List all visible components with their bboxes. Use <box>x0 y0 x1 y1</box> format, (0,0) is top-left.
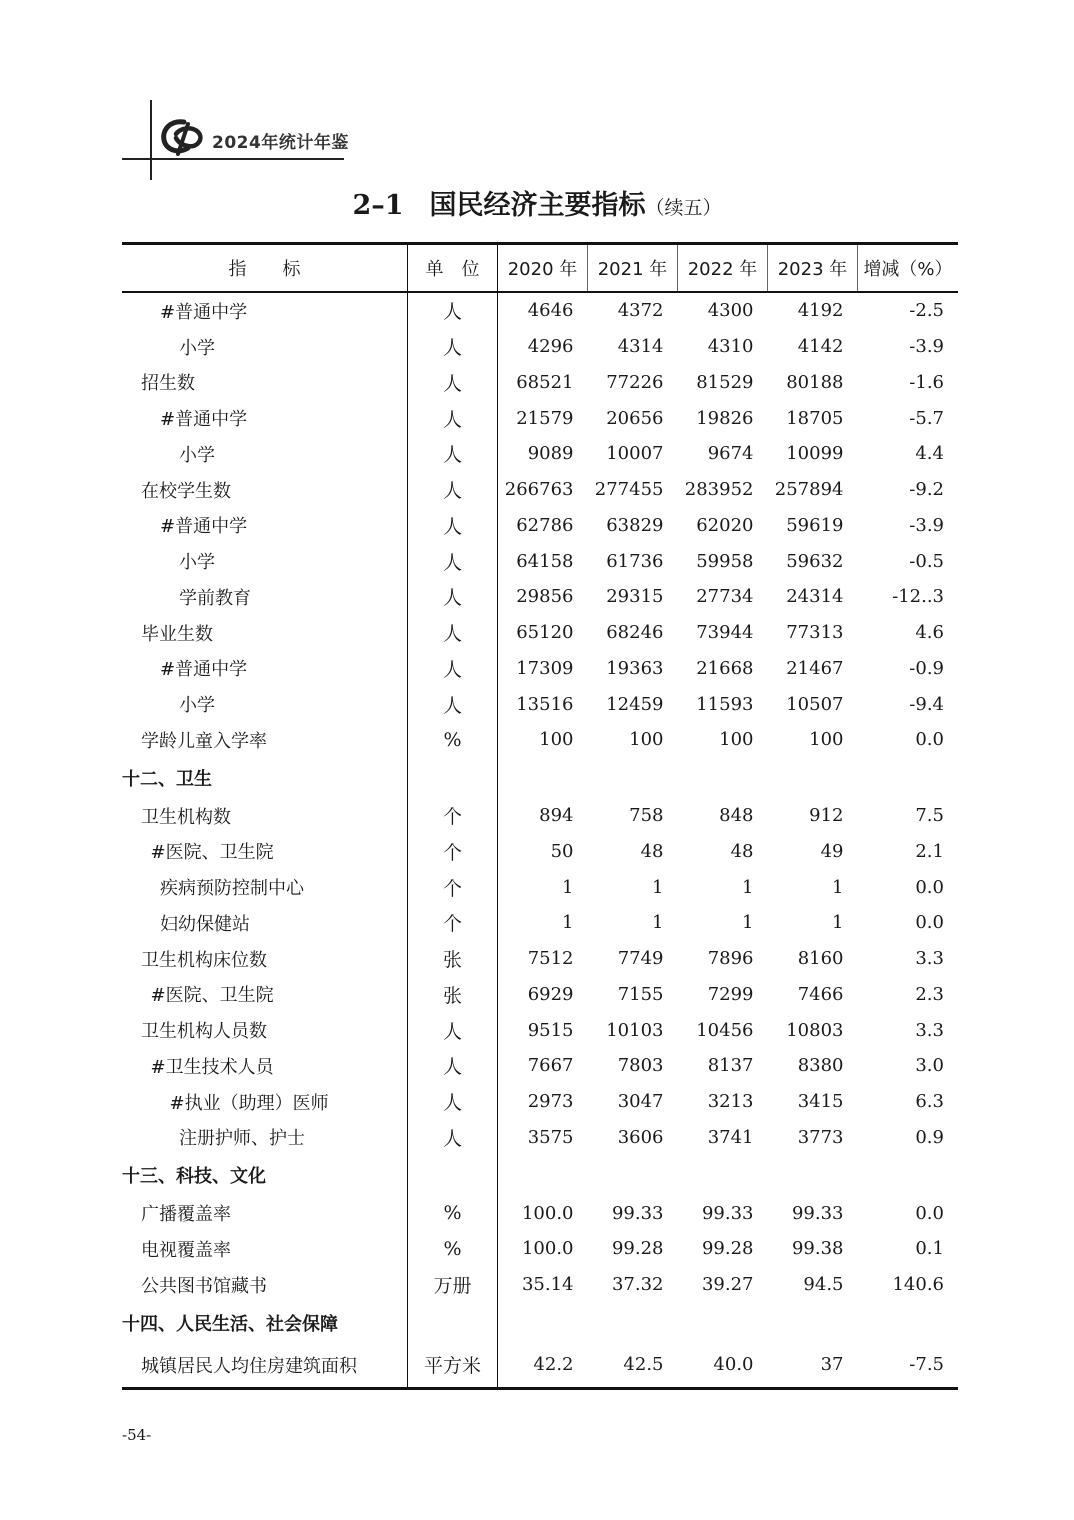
table-row <box>122 508 958 544</box>
unit-cell: % <box>408 1231 498 1267</box>
table-body <box>122 292 958 1388</box>
value-cell-2020: 35.14 <box>498 1267 588 1303</box>
value-cell-2023: 24314 <box>786 586 844 608</box>
value-cell-2022: 848 <box>719 805 754 827</box>
table-header-row <box>122 244 958 293</box>
indicator-name <box>122 1120 408 1156</box>
value-cell-2022 <box>678 1303 768 1343</box>
table-row <box>122 869 958 905</box>
table-row <box>122 722 958 758</box>
unit-cell: 个 <box>408 869 498 905</box>
value-cell-2020: 50 <box>498 834 588 870</box>
indicator-name <box>122 1084 408 1120</box>
value-cell-2022 <box>678 1155 768 1195</box>
change-percent-cell: 0.0 <box>915 729 944 751</box>
table-row <box>122 365 958 401</box>
value-cell-2022: 48 <box>730 840 754 862</box>
table-row <box>122 1231 958 1267</box>
indicator-label: 十三、科技、文化 <box>122 1166 266 1188</box>
value-cell-2021: 4314 <box>617 336 664 358</box>
table-row <box>122 798 958 834</box>
indicator-label: #医院、卫生院 <box>150 842 274 864</box>
value-cell-2020: 9515 <box>498 1012 588 1048</box>
value-cell-2020: 6929 <box>498 977 588 1013</box>
value-cell-2020: 7512 <box>498 941 588 977</box>
value-cell-2023: 18705 <box>786 407 844 429</box>
value-cell-2020: 68521 <box>498 365 588 401</box>
value-cell-2022: 73944 <box>696 622 754 644</box>
indicator-label: #普通中学 <box>160 659 248 681</box>
unit-cell: 人 <box>408 436 498 472</box>
value-cell-2020: 65120 <box>498 615 588 651</box>
value-cell-2021: 7749 <box>617 948 664 970</box>
indicator-label: #普通中学 <box>160 516 248 538</box>
indicator-label: 学前教育 <box>179 587 251 609</box>
value-cell-2021: 61736 <box>606 550 664 572</box>
change-percent-cell: -7.5 <box>909 1354 944 1375</box>
indicator-label: #普通中学 <box>160 301 248 323</box>
unit-cell: 人 <box>408 292 498 329</box>
value-cell-2020: 100.0 <box>498 1231 588 1267</box>
unit-cell: % <box>408 722 498 758</box>
change-percent-cell: -0.9 <box>909 657 944 679</box>
unit-cell: 人 <box>408 508 498 544</box>
value-cell-2022: 1 <box>742 912 754 934</box>
value-cell-2023: 10803 <box>786 1019 844 1041</box>
value-cell-2023: 4142 <box>797 336 844 358</box>
unit-cell: 人 <box>408 543 498 579</box>
change-percent-cell: 0.0 <box>915 876 944 898</box>
indicator-label: 小学 <box>179 695 215 717</box>
unit-cell: 个 <box>408 798 498 834</box>
value-cell-2022: 1 <box>742 876 754 898</box>
value-cell-2022: 62020 <box>696 514 754 536</box>
value-cell-2022: 4310 <box>707 336 754 358</box>
value-cell-2023: 100 <box>809 729 844 751</box>
indicator-label: 小学 <box>179 337 215 359</box>
indicator-label: 广播覆盖率 <box>141 1204 231 1226</box>
unit-cell: 平方米 <box>408 1343 498 1389</box>
indicator-name <box>122 1195 408 1231</box>
value-cell-2022: 3213 <box>707 1091 754 1113</box>
change-percent-cell <box>858 1303 959 1343</box>
section-row <box>122 1303 958 1343</box>
value-cell-2022: 81529 <box>696 371 754 393</box>
table-row <box>122 472 958 508</box>
value-cell-2020: 4296 <box>498 329 588 365</box>
table-row <box>122 1120 958 1156</box>
unit-cell <box>408 758 498 798</box>
value-cell-2023: 4192 <box>797 300 844 322</box>
value-cell-2022: 59958 <box>696 550 754 572</box>
change-percent-cell: 0.0 <box>915 1202 944 1224</box>
indicator-label: 卫生机构人员数 <box>141 1021 267 1043</box>
value-cell-2020 <box>498 758 588 798</box>
value-cell-2021: 7155 <box>617 983 664 1005</box>
table-row <box>122 686 958 722</box>
change-percent-cell <box>858 1155 959 1195</box>
change-percent-cell: 4.4 <box>915 443 944 465</box>
unit-cell <box>408 1155 498 1195</box>
value-cell-2020: 42.2 <box>498 1343 588 1389</box>
value-cell-2021: 4372 <box>617 300 664 322</box>
value-cell-2020: 1 <box>498 905 588 941</box>
unit-cell: 人 <box>408 1012 498 1048</box>
indicator-label: 妇幼保健站 <box>160 913 250 935</box>
indicator-name <box>122 472 408 508</box>
value-cell-2022: 10456 <box>696 1019 754 1041</box>
value-cell-2021: 63829 <box>606 514 664 536</box>
value-cell-2021: 7803 <box>617 1055 664 1077</box>
unit-cell: 人 <box>408 1048 498 1084</box>
indicator-label: 小学 <box>179 444 215 466</box>
value-cell-2023: 8380 <box>797 1055 844 1077</box>
value-cell-2023: 37 <box>820 1354 844 1375</box>
table-row <box>122 905 958 941</box>
indicator-label: 小学 <box>179 552 215 574</box>
indicator-label: 电视覆盖率 <box>141 1239 231 1261</box>
value-cell-2021: 100 <box>629 729 664 751</box>
value-cell-2022 <box>678 758 768 798</box>
value-cell-2022: 21668 <box>696 657 754 679</box>
indicator-label: 毕业生数 <box>141 623 213 645</box>
value-cell-2021: 99.33 <box>611 1202 664 1224</box>
value-cell-2021: 68246 <box>606 622 664 644</box>
value-cell-2020: 100 <box>498 722 588 758</box>
change-percent-cell: -5.7 <box>909 407 944 429</box>
column-header-2021: 2021 年 <box>588 244 678 293</box>
value-cell-2020: 3575 <box>498 1120 588 1156</box>
book-title: 2024年统计年鉴 <box>212 133 349 153</box>
column-header-unit: 单 位 <box>408 244 498 293</box>
value-cell-2023: 59619 <box>786 514 844 536</box>
value-cell-2023: 94.5 <box>803 1274 844 1296</box>
change-percent-cell: 7.5 <box>915 805 944 827</box>
indicator-name <box>122 365 408 401</box>
value-cell-2023 <box>768 1155 858 1195</box>
table-row <box>122 977 958 1013</box>
change-percent-cell: 4.6 <box>915 622 944 644</box>
column-header-2022: 2022 年 <box>678 244 768 293</box>
table-number: 2–1 <box>352 190 404 221</box>
unit-cell: 张 <box>408 941 498 977</box>
indicator-label: 卫生机构床位数 <box>141 949 267 971</box>
value-cell-2020: 62786 <box>498 508 588 544</box>
change-percent-cell: 2.3 <box>915 983 944 1005</box>
unit-cell: 人 <box>408 615 498 651</box>
value-cell-2020 <box>498 1155 588 1195</box>
value-cell-2020: 29856 <box>498 579 588 615</box>
indicator-name <box>122 834 408 870</box>
value-cell-2021: 277455 <box>594 479 664 501</box>
value-cell-2023: 49 <box>820 840 844 862</box>
unit-cell: 张 <box>408 977 498 1013</box>
change-percent-cell: -2.5 <box>909 300 944 322</box>
value-cell-2020: 7667 <box>498 1048 588 1084</box>
unit-cell: 人 <box>408 1084 498 1120</box>
change-percent-cell: 3.3 <box>915 1019 944 1041</box>
header-horizontal-rule <box>122 158 344 160</box>
column-header-2020: 2020 年 <box>498 244 588 293</box>
indicator-label: 卫生机构数 <box>141 806 231 828</box>
indicator-name <box>122 869 408 905</box>
value-cell-2022: 99.33 <box>701 1202 754 1224</box>
section-row <box>122 1155 958 1195</box>
value-cell-2021 <box>588 1155 678 1195</box>
indicator-name <box>122 722 408 758</box>
change-percent-cell: 0.1 <box>915 1238 944 1260</box>
section-heading <box>122 1303 408 1343</box>
unit-cell: 人 <box>408 472 498 508</box>
indicator-name <box>122 292 408 329</box>
indicator-name <box>122 543 408 579</box>
table-title: 国民经济主要指标 <box>429 190 646 221</box>
table-row <box>122 436 958 472</box>
value-cell-2022: 8137 <box>707 1055 754 1077</box>
table-row <box>122 1195 958 1231</box>
value-cell-2023: 3773 <box>797 1126 844 1148</box>
indicator-name <box>122 905 408 941</box>
unit-cell: 人 <box>408 365 498 401</box>
table-row <box>122 292 958 329</box>
value-cell-2022: 19826 <box>696 407 754 429</box>
indicator-name <box>122 686 408 722</box>
indicator-name <box>122 400 408 436</box>
value-cell-2020: 2973 <box>498 1084 588 1120</box>
indicator-label: #普通中学 <box>160 409 248 431</box>
value-cell-2023: 77313 <box>786 622 844 644</box>
unit-cell: 人 <box>408 400 498 436</box>
value-cell-2023: 257894 <box>774 479 844 501</box>
indicator-label: 公共图书馆藏书 <box>141 1275 267 1297</box>
value-cell-2021: 48 <box>640 840 664 862</box>
change-percent-cell: -3.9 <box>909 514 944 536</box>
unit-cell: 人 <box>408 579 498 615</box>
value-cell-2021: 1 <box>652 876 664 898</box>
value-cell-2020: 266763 <box>498 472 588 508</box>
value-cell-2020: 9089 <box>498 436 588 472</box>
change-percent-cell: 2.1 <box>915 840 944 862</box>
value-cell-2020: 4646 <box>498 292 588 329</box>
indicator-name <box>122 1012 408 1048</box>
column-header-change: 增减（%） <box>858 244 959 293</box>
table-row <box>122 651 958 687</box>
table-row <box>122 615 958 651</box>
page-number: -54- <box>122 1426 152 1444</box>
table-row <box>122 1012 958 1048</box>
column-header-2023: 2023 年 <box>768 244 858 293</box>
unit-cell: 个 <box>408 834 498 870</box>
indicator-label: 在校学生数 <box>141 480 231 502</box>
section-heading <box>122 1155 408 1195</box>
indicator-name <box>122 508 408 544</box>
unit-cell: % <box>408 1195 498 1231</box>
value-cell-2020: 21579 <box>498 400 588 436</box>
change-percent-cell: -3.9 <box>909 336 944 358</box>
value-cell-2023: 912 <box>809 805 844 827</box>
indicator-name <box>122 798 408 834</box>
value-cell-2023: 80188 <box>786 371 844 393</box>
value-cell-2020: 13516 <box>498 686 588 722</box>
value-cell-2022: 9674 <box>707 443 754 465</box>
value-cell-2023: 3415 <box>797 1091 844 1113</box>
unit-cell: 人 <box>408 1120 498 1156</box>
value-cell-2021 <box>588 758 678 798</box>
change-percent-cell: 140.6 <box>892 1274 944 1296</box>
value-cell-2020: 1 <box>498 869 588 905</box>
value-cell-2022: 3741 <box>707 1126 754 1148</box>
value-cell-2022: 40.0 <box>713 1354 754 1375</box>
indicator-table <box>122 242 958 1390</box>
indicator-name <box>122 977 408 1013</box>
change-percent-cell: -0.5 <box>909 550 944 572</box>
value-cell-2020: 100.0 <box>498 1195 588 1231</box>
value-cell-2023 <box>768 758 858 798</box>
value-cell-2020: 17309 <box>498 651 588 687</box>
value-cell-2023: 1 <box>832 912 844 934</box>
value-cell-2020: 64158 <box>498 543 588 579</box>
value-cell-2021: 42.5 <box>623 1354 664 1375</box>
value-cell-2022: 7299 <box>707 983 754 1005</box>
header-vertical-rule <box>150 100 152 180</box>
unit-cell: 人 <box>408 651 498 687</box>
value-cell-2022: 11593 <box>696 693 754 715</box>
table-row <box>122 834 958 870</box>
value-cell-2023: 7466 <box>797 983 844 1005</box>
indicator-name <box>122 1231 408 1267</box>
indicator-label: 注册护师、护士 <box>179 1128 305 1150</box>
change-percent-cell: -9.2 <box>909 479 944 501</box>
value-cell-2023 <box>768 1303 858 1343</box>
column-header-indicator: 指 标 <box>122 244 408 293</box>
value-cell-2022: 39.27 <box>701 1274 754 1296</box>
change-percent-cell: 3.0 <box>915 1055 944 1077</box>
indicator-name <box>122 1267 408 1303</box>
value-cell-2021 <box>588 1303 678 1343</box>
table-row <box>122 543 958 579</box>
table-row <box>122 1267 958 1303</box>
indicator-label: #卫生技术人员 <box>150 1056 274 1078</box>
unit-cell: 人 <box>408 329 498 365</box>
change-percent-cell: 3.3 <box>915 948 944 970</box>
indicator-name <box>122 615 408 651</box>
change-percent-cell: 6.3 <box>915 1091 944 1113</box>
change-percent-cell: 0.0 <box>915 912 944 934</box>
value-cell-2021: 12459 <box>606 693 664 715</box>
table-row <box>122 400 958 436</box>
section-heading <box>122 758 408 798</box>
value-cell-2023: 1 <box>832 876 844 898</box>
value-cell-2020 <box>498 1303 588 1343</box>
indicator-name <box>122 1048 408 1084</box>
value-cell-2022: 4300 <box>707 300 754 322</box>
value-cell-2023: 10099 <box>786 443 844 465</box>
value-cell-2023: 99.33 <box>791 1202 844 1224</box>
value-cell-2021: 3047 <box>617 1091 664 1113</box>
value-cell-2021: 37.32 <box>611 1274 664 1296</box>
value-cell-2021: 99.28 <box>611 1238 664 1260</box>
value-cell-2021: 29315 <box>606 586 664 608</box>
indicator-name <box>122 329 408 365</box>
indicator-label: 招生数 <box>141 373 195 395</box>
indicator-name <box>122 651 408 687</box>
value-cell-2023: 99.38 <box>791 1238 844 1260</box>
value-cell-2021: 77226 <box>606 371 664 393</box>
value-cell-2021: 20656 <box>606 407 664 429</box>
indicator-name <box>122 579 408 615</box>
value-cell-2020: 894 <box>498 798 588 834</box>
unit-cell <box>408 1303 498 1343</box>
value-cell-2023: 8160 <box>797 948 844 970</box>
unit-cell: 万册 <box>408 1267 498 1303</box>
value-cell-2021: 19363 <box>606 657 664 679</box>
table-row <box>122 1084 958 1120</box>
value-cell-2023: 10507 <box>786 693 844 715</box>
table-row <box>122 1343 958 1389</box>
table-row <box>122 579 958 615</box>
indicator-name <box>122 436 408 472</box>
value-cell-2021: 10103 <box>606 1019 664 1041</box>
yearbook-logo-icon <box>158 116 206 158</box>
value-cell-2022: 99.28 <box>701 1238 754 1260</box>
value-cell-2021: 10007 <box>606 443 664 465</box>
indicator-label: 学龄儿童入学率 <box>141 730 267 752</box>
indicator-name <box>122 941 408 977</box>
change-percent-cell <box>858 758 959 798</box>
table-row <box>122 1048 958 1084</box>
indicator-label: 疾病预防控制中心 <box>160 878 304 900</box>
indicator-label: #医院、卫生院 <box>150 985 274 1007</box>
change-percent-cell: -12..3 <box>892 586 944 608</box>
value-cell-2023: 59632 <box>786 550 844 572</box>
change-percent-cell: 0.9 <box>915 1126 944 1148</box>
indicator-name <box>122 1343 408 1389</box>
section-row <box>122 758 958 798</box>
indicator-label: #执业（助理）医师 <box>169 1092 329 1114</box>
value-cell-2021: 3606 <box>617 1126 664 1148</box>
value-cell-2021: 1 <box>652 912 664 934</box>
value-cell-2022: 7896 <box>707 948 754 970</box>
unit-cell: 人 <box>408 686 498 722</box>
value-cell-2022: 100 <box>719 729 754 751</box>
value-cell-2022: 283952 <box>684 479 754 501</box>
indicator-label: 十四、人民生活、社会保障 <box>122 1313 338 1335</box>
table-row <box>122 941 958 977</box>
change-percent-cell: -1.6 <box>909 371 944 393</box>
value-cell-2023: 21467 <box>786 657 844 679</box>
indicator-label: 城镇居民人均住房建筑面积 <box>141 1355 357 1377</box>
table-row <box>122 329 958 365</box>
value-cell-2021: 758 <box>629 805 664 827</box>
unit-cell: 个 <box>408 905 498 941</box>
value-cell-2022: 27734 <box>696 586 754 608</box>
indicator-label: 十二、卫生 <box>122 768 212 790</box>
page-title <box>0 183 1074 222</box>
change-percent-cell: -9.4 <box>909 693 944 715</box>
table-title-suffix: （续五） <box>645 197 722 219</box>
